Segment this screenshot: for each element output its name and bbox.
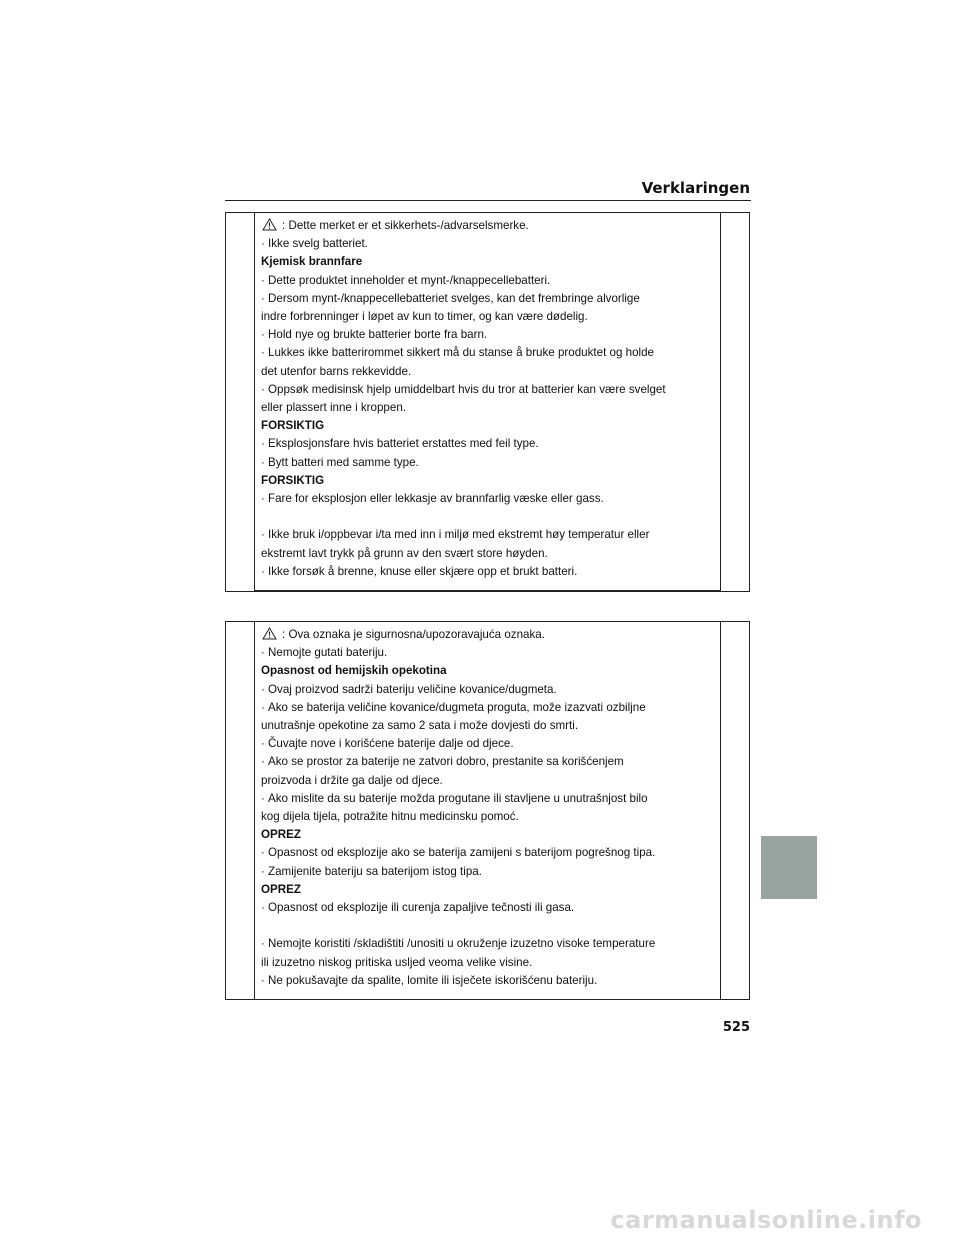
bullet-mark: · bbox=[261, 273, 265, 287]
line-text: Opasnost od eksplozije ako se baterija zamijeni s baterijom pogrešnog tipa. bbox=[268, 846, 656, 860]
warning-triangle-icon bbox=[262, 218, 277, 231]
warning-line bbox=[261, 399, 715, 417]
bullet-mark: · bbox=[261, 492, 265, 506]
line-text: Dersom mynt-/knappecellebatteriet svelges, kan det frembringe alvorlige bbox=[268, 291, 640, 305]
warning-line bbox=[261, 863, 715, 881]
line-text: Opasnost od hemijskih opekotina bbox=[261, 664, 447, 678]
warning-line bbox=[261, 363, 715, 381]
warning-heading bbox=[261, 662, 715, 680]
line-text: FORSIKTIG bbox=[261, 419, 325, 433]
line-text: Nemojte gutati bateriju. bbox=[268, 646, 388, 660]
warning-line bbox=[261, 454, 715, 472]
page-number: 525 bbox=[722, 1020, 750, 1035]
line-text: Dette produktet inneholder et mynt-/knappecellebatteri. bbox=[268, 273, 551, 287]
warning-triangle-icon bbox=[262, 627, 277, 640]
warning-line bbox=[261, 490, 715, 508]
bullet-mark: · bbox=[261, 682, 265, 696]
bullet-mark: · bbox=[261, 791, 265, 805]
line-text: eller plassert inne i kroppen. bbox=[261, 401, 407, 415]
line-text: proizvoda i držite ga dalje od djece. bbox=[261, 773, 443, 787]
warning-line bbox=[261, 753, 715, 771]
bullet-mark: · bbox=[261, 382, 265, 396]
line-text: Bytt batteri med samme type. bbox=[268, 455, 419, 469]
warning-line bbox=[261, 972, 715, 990]
bullet-mark: · bbox=[261, 528, 265, 542]
line-text: unutrašnje opekotine za samo 2 sata i može dovjesti do smrti. bbox=[261, 719, 579, 733]
line-text: det utenfor barns rekkevidde. bbox=[261, 364, 412, 378]
warning-line bbox=[261, 308, 715, 326]
bullet-mark: · bbox=[261, 646, 265, 660]
warning-line bbox=[261, 844, 715, 862]
line-text: Lukkes ikke batterirommet sikkert må du stanse å bruke produktet og holde bbox=[268, 346, 655, 360]
section-title: Verklaringen bbox=[641, 179, 750, 197]
warning-line bbox=[261, 272, 715, 290]
box-right-divider bbox=[720, 213, 721, 591]
line-text: : Ova oznaka je sigurnosna/upozoravajuća oznaka. bbox=[282, 628, 545, 641]
bullet-mark: · bbox=[261, 346, 265, 360]
bullet-mark: · bbox=[261, 291, 265, 305]
line-text: Ikke svelg batteriet. bbox=[268, 237, 368, 251]
line-text: Oppsøk medisinsk hjelp umiddelbart hvis du tror at batterier kan være svelget bbox=[268, 382, 666, 396]
warning-line bbox=[261, 435, 715, 453]
warning-heading bbox=[261, 881, 715, 899]
bullet-mark: · bbox=[261, 564, 265, 578]
warning-line bbox=[261, 717, 715, 735]
line-text: Ako se baterija veličine kovanice/dugmeta proguta, može izazvati ozbiljne bbox=[268, 700, 646, 714]
bullet-mark: · bbox=[261, 901, 265, 915]
bullet-mark: · bbox=[261, 328, 265, 342]
blank-line bbox=[261, 917, 715, 935]
line-text: Fare for eksplosjon eller lekkasje av brannfarlig væske eller gass. bbox=[268, 492, 604, 506]
box-bottom-rule bbox=[254, 590, 721, 591]
line-text: Ako mislite da su baterije možda progutane ili stavljene u unutrašnjost bilo bbox=[268, 791, 648, 805]
warning-line bbox=[261, 290, 715, 308]
norwegian-warning-text bbox=[261, 217, 715, 581]
line-text: Ne pokušavajte da spalite, lomite ili isječete iskorišćenu bateriju. bbox=[268, 973, 598, 987]
line-text: Ikke bruk i/oppbevar i/ta med inn i miljø med ekstremt høy temperatur eller bbox=[268, 528, 650, 542]
line-text: ili izuzetno niskog pritiska usljed veoma velike visine. bbox=[261, 955, 533, 969]
chapter-side-tab bbox=[761, 836, 817, 899]
line-text: OPREZ bbox=[261, 882, 301, 896]
bullet-mark: · bbox=[261, 755, 265, 769]
warning-line bbox=[261, 699, 715, 717]
line-text: Ako se prostor za baterije ne zatvori dobro, prestanite sa korišćenjem bbox=[268, 755, 624, 769]
bullet-mark: · bbox=[261, 973, 265, 987]
blank-line bbox=[261, 508, 715, 526]
warning-heading bbox=[261, 253, 715, 271]
norwegian-warning-box bbox=[225, 212, 750, 592]
warning-line bbox=[261, 899, 715, 917]
line-text: Ovaj proizvod sadrži bateriju veličine kovanice/dugmeta. bbox=[268, 682, 557, 696]
line-text: Opasnost od eksplozije ili curenja zapaljive tečnosti ili gasa. bbox=[268, 901, 575, 915]
warning-line bbox=[261, 681, 715, 699]
line-text: : Dette merket er et sikkerhets-/advarselsmerke. bbox=[282, 219, 529, 232]
warning-line bbox=[261, 954, 715, 972]
warning-line bbox=[261, 545, 715, 563]
line-text: Kjemisk brannfare bbox=[261, 255, 363, 269]
warning-line bbox=[261, 217, 715, 235]
box-left-divider bbox=[254, 213, 255, 591]
line-text: Eksplosjonsfare hvis batteriet erstattes med feil type. bbox=[268, 437, 539, 451]
bullet-mark: · bbox=[261, 737, 265, 751]
warning-line bbox=[261, 808, 715, 826]
warning-line bbox=[261, 935, 715, 953]
warning-line bbox=[261, 790, 715, 808]
warning-heading bbox=[261, 472, 715, 490]
bullet-mark: · bbox=[261, 237, 265, 251]
warning-line bbox=[261, 626, 715, 644]
line-text: Ikke forsøk å brenne, knuse eller skjære opp et brukt batteri. bbox=[268, 564, 578, 578]
bullet-mark: · bbox=[261, 864, 265, 878]
croatian-warning-box bbox=[225, 621, 750, 1000]
warning-line bbox=[261, 381, 715, 399]
warning-line bbox=[261, 735, 715, 753]
line-text: indre forbrenninger i løpet av kun to timer, og kan være dødelig. bbox=[261, 310, 588, 324]
line-text: Hold nye og brukte batterier borte fra barn. bbox=[268, 328, 488, 342]
watermark: carmanualsonline.info bbox=[610, 1206, 922, 1234]
warning-line bbox=[261, 235, 715, 253]
bullet-mark: · bbox=[261, 846, 265, 860]
bullet-mark: · bbox=[261, 700, 265, 714]
bullet-mark: · bbox=[261, 937, 265, 951]
line-text: FORSIKTIG bbox=[261, 473, 325, 487]
line-text: OPREZ bbox=[261, 828, 301, 842]
line-text: Čuvajte nove i korišćene baterije dalje od djece. bbox=[268, 737, 514, 751]
warning-heading bbox=[261, 417, 715, 435]
box-left-divider bbox=[254, 622, 255, 999]
box-right-divider bbox=[720, 622, 721, 999]
line-text: Nemojte koristiti /skladištiti /unositi u okruženje izuzetno visoke temperature bbox=[268, 937, 656, 951]
line-text: ekstremt lavt trykk på grunn av den svært store høyden. bbox=[261, 546, 548, 560]
line-text: Zamijenite bateriju sa baterijom istog tipa. bbox=[268, 864, 482, 878]
croatian-warning-text bbox=[261, 626, 715, 990]
warning-line bbox=[261, 526, 715, 544]
warning-line bbox=[261, 563, 715, 581]
warning-line bbox=[261, 326, 715, 344]
warning-line bbox=[261, 644, 715, 662]
header-rule bbox=[225, 200, 751, 201]
warning-line bbox=[261, 772, 715, 790]
warning-line bbox=[261, 344, 715, 362]
line-text: kog dijela tijela, potražite hitnu medicinsku pomoć. bbox=[261, 810, 519, 824]
bullet-mark: · bbox=[261, 437, 265, 451]
warning-heading bbox=[261, 826, 715, 844]
bullet-mark: · bbox=[261, 455, 265, 469]
